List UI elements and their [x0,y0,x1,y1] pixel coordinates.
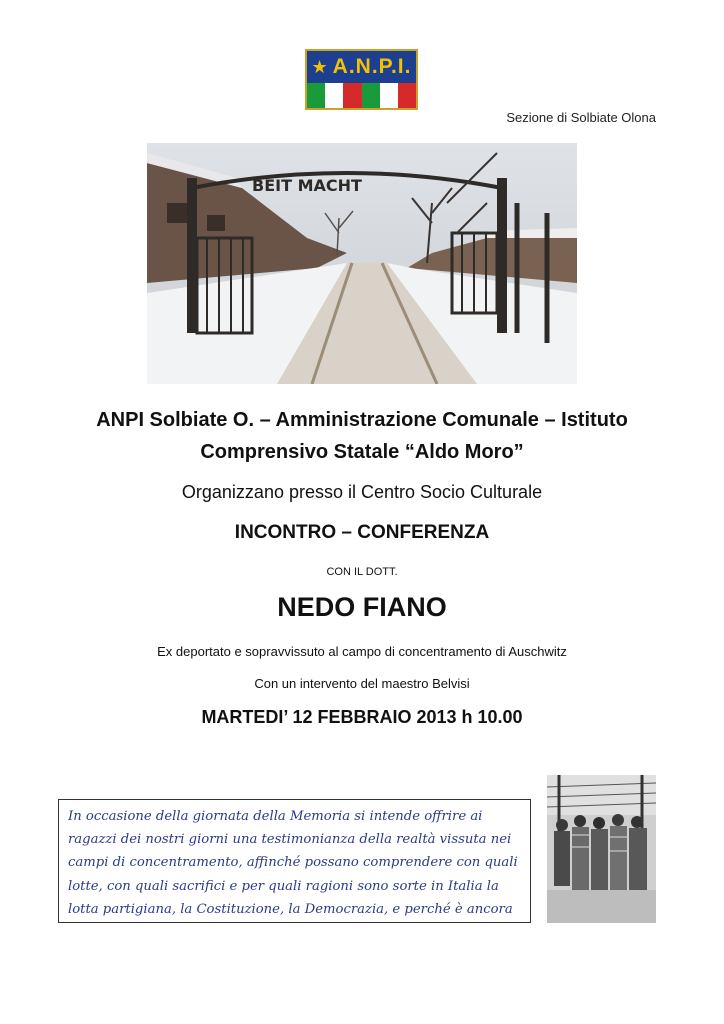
organizers-heading: ANPI Solbiate O. – Amministrazione Comunale – Istituto Comprensivo Statale “Aldo Moro” [96,409,628,463]
children-prisoners-photo [547,775,656,923]
auschwitz-gate-photo [147,143,577,384]
flag-stripe [398,83,416,108]
event-date: MARTEDI’ 12 FEBBRAIO 2013 h 10.00 [201,707,523,727]
anpi-logo [305,49,418,110]
star-icon: ★ [311,56,329,77]
memoria-text-box: In occasione della giornata della Memoria si intende offrire ai ragazzi dei nostri giorni una testimonianza della realtà vissuta nei campi di concentramento, affinché possano comprendere con quali lotte, con quali sacrifici e per quali ragioni sono sorte in Italia la lotta partigiana, la Costituzione, la Democrazia, e perché è ancora [58,799,531,923]
flag-stripe [380,83,398,108]
flag-stripe [307,83,325,108]
logo-text: A.N.P.I. [332,55,412,78]
italian-flag-stripes [307,83,416,108]
flag-stripe [362,83,380,108]
organize-line: Organizzano presso il Centro Socio Culturale [181,482,543,502]
flag-stripe [325,83,343,108]
speaker-name: NEDO FIANO [277,592,447,622]
speaker-description: Ex deportato e sopravvissuto al campo di concentramento di Auschwitz [157,644,567,659]
logo-banner [307,51,416,83]
flag-stripe [343,83,361,108]
event-type: INCONTRO – CONFERENZA [234,522,490,543]
gate-sign-text: BEIT MACHT [252,176,362,195]
section-name: Sezione di Solbiate Olona [506,110,656,125]
intervention-line: Con un intervento del maestro Belvisi [254,676,470,691]
with-line: CON IL DOTT. [326,566,398,578]
